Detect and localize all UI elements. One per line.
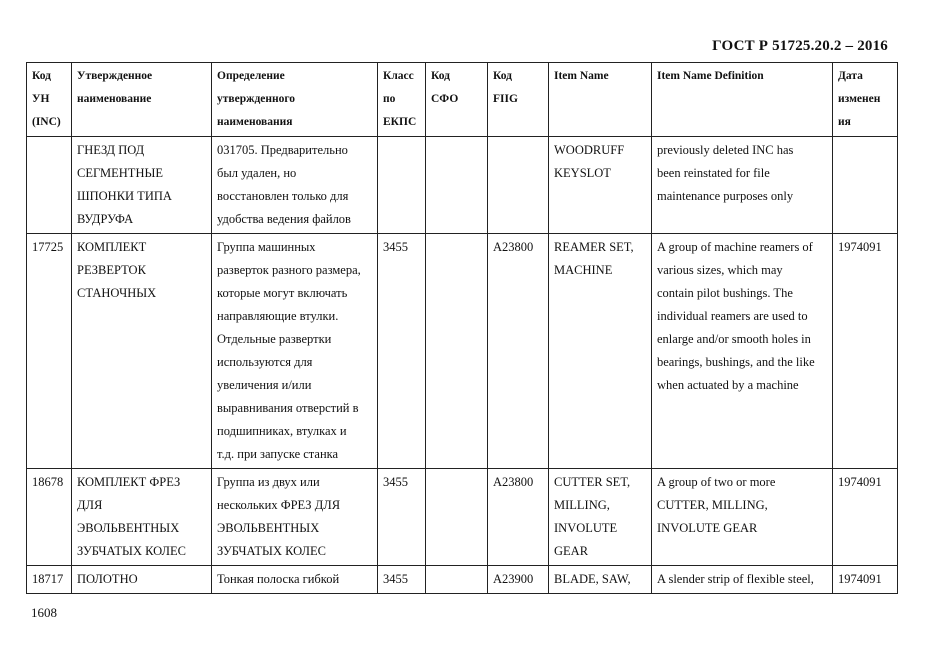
cell-item-name: WOODRUFF KEYSLOT <box>549 137 652 234</box>
header-approved-name: Утвержденное наименование <box>72 63 212 137</box>
cell-sfo <box>426 234 488 469</box>
cell-item-name-definition: A group of machine reamers of various sizes, which may contain pilot bushings. The individual reamers are used to enlarge and/or smooth holes in bearings, bushings, and the like when actuated by a machine <box>652 234 833 469</box>
header-item-name-definition: Item Name Definition <box>652 63 833 137</box>
cell-item-name-definition: A group of two or more CUTTER, MILLING, INVOLUTE GEAR <box>652 469 833 566</box>
cell-definition: Группа машинных разверток разного размера, которые могут включать направляющие втулки. Отдельные развертки используются для увеличения и/или выравнивания отверстий в подшипниках, втулках и т.д. при запуске станка <box>212 234 378 469</box>
cell-item-name-definition: previously deleted INC has been reinstated for file maintenance purposes only <box>652 137 833 234</box>
header-inc: Код УН (INC) <box>27 63 72 137</box>
cell-sfo <box>426 566 488 594</box>
cell-sfo <box>426 137 488 234</box>
cell-approved-name: ПОЛОТНО <box>72 566 212 594</box>
header-fiig: Код FIIG <box>488 63 549 137</box>
cell-item-name: CUTTER SET, MILLING, INVOLUTE GEAR <box>549 469 652 566</box>
cell-sfo <box>426 469 488 566</box>
item-name-table <box>26 62 898 594</box>
header-item-name: Item Name <box>549 63 652 137</box>
cell-fiig: A23900 <box>488 566 549 594</box>
cell-definition: Тонкая полоска гибкой <box>212 566 378 594</box>
cell-change-date <box>833 137 898 234</box>
table-row <box>27 469 898 566</box>
header-class: Класс по ЕКПС <box>378 63 426 137</box>
table-row <box>27 137 898 234</box>
cell-class: 3455 <box>378 566 426 594</box>
cell-class: 3455 <box>378 469 426 566</box>
page-number: 1608 <box>31 605 57 620</box>
cell-fiig <box>488 137 549 234</box>
cell-definition: 031705. Предварительно был удален, но восстановлен только для удобства ведения файлов <box>212 137 378 234</box>
cell-inc: 18678 <box>27 469 72 566</box>
header-sfo: Код СФО <box>426 63 488 137</box>
document-standard-header: ГОСТ Р 51725.20.2 – 2016 <box>712 38 888 54</box>
cell-class <box>378 137 426 234</box>
cell-inc: 18717 <box>27 566 72 594</box>
cell-inc <box>27 137 72 234</box>
header-change-date: Дата изменен ия <box>833 63 898 137</box>
cell-class: 3455 <box>378 234 426 469</box>
cell-item-name: REAMER SET, MACHINE <box>549 234 652 469</box>
cell-fiig: A23800 <box>488 234 549 469</box>
cell-fiig: A23800 <box>488 469 549 566</box>
cell-approved-name: ГНЕЗД ПОД СЕГМЕНТНЫЕ ШПОНКИ ТИПА ВУДРУФА <box>72 137 212 234</box>
table-row <box>27 566 898 594</box>
cell-approved-name: КОМПЛЕКТ ФРЕЗ ДЛЯ ЭВОЛЬВЕНТНЫХ ЗУБЧАТЫХ КОЛЕС <box>72 469 212 566</box>
cell-item-name: BLADE, SAW, <box>549 566 652 594</box>
cell-change-date: 1974091 <box>833 234 898 469</box>
table-header-row <box>27 63 898 137</box>
cell-definition: Группа из двух или нескольких ФРЕЗ ДЛЯ ЭВОЛЬВЕНТНЫХ ЗУБЧАТЫХ КОЛЕС <box>212 469 378 566</box>
table-row <box>27 234 898 469</box>
cell-inc: 17725 <box>27 234 72 469</box>
header-definition: Определение утвержденного наименования <box>212 63 378 137</box>
cell-approved-name: КОМПЛЕКТ РЕЗВЕРТОК СТАНОЧНЫХ <box>72 234 212 469</box>
cell-change-date: 1974091 <box>833 469 898 566</box>
cell-item-name-definition: A slender strip of flexible steel, <box>652 566 833 594</box>
cell-change-date: 1974091 <box>833 566 898 594</box>
